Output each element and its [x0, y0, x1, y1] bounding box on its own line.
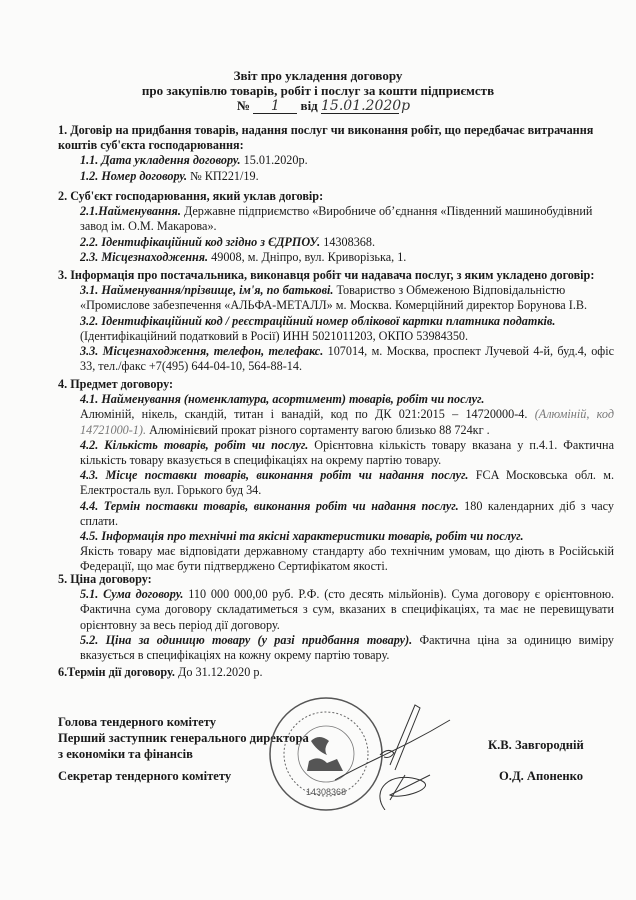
- number-label: №: [236, 98, 251, 113]
- report-subtitle: про закупівлю товарів, робіт і послуг за кошти підприємств: [141, 83, 495, 98]
- signer-2-name: О.Д. Апоненко: [499, 769, 584, 783]
- section-1-heading: 1. Договір на придбання товарів, надання послуг чи виконання робіт, що передбачає витрачання коштів суб'єкта господарювання:: [58, 123, 594, 153]
- item-1-2: 1.2. Номер договору. № КП221/19.: [80, 168, 259, 183]
- item-5-1: 5.1. Сума договору. 110 000 000,00 руб. Р.Ф. (сто десять мільйонів). Сума договору є орієнтовною. Фактична сума договору складатиметься з сум, вказаних в специфікаціях, та має не перевищувати орієнтовну за весь період дії договору.: [80, 587, 614, 632]
- item-4-3: 4.3. Місце поставки товарів, виконання робіт чи надання послуг. FCA Московська обл. м. Електросталь вул. Горького буд 34.: [80, 468, 615, 498]
- section-4: [58, 377, 614, 575]
- item-4-5: 4.5. Інформація про технічні та якісні характеристики товарів, робіт чи послуг.: [80, 529, 524, 544]
- item-4-4: 4.4. Термін поставки товарів, виконання робіт чи надання послуг. 180 календарних діб з часу сплати.: [80, 498, 614, 528]
- signer-1-role-line3: з економіки та фінансів: [58, 747, 193, 761]
- item-4-1: 4.1. Найменування (номенклатура, асортимент) товарів, робіт чи послуг.: [80, 392, 485, 407]
- date-handwritten: 15.01.2020р: [321, 98, 411, 114]
- item-4-1-value: Алюміній, нікель, скандій, титан і ванадій, код по ДК 021:2015 – 14720000-4. (Алюміній, код 14721000-1). Алюмінієвий прокат різного сортаменту вагою близько 88 724кг .: [80, 407, 614, 437]
- item-3-1: 3.1. Найменування/прізвище, ім'я, по батькові. Товариство з Обмеженою Відповідальністю «Промислове забезпечення «АЛЬФА-МЕТАЛЛ» м. Москва. Комерційний директор Борунова І.В.: [80, 283, 588, 313]
- signer-2-role: Секретар тендерного комітету: [58, 769, 232, 783]
- stamp-code: 14308368: [305, 787, 347, 797]
- item-2-2: 2.2. Ідентифікаційний код згідно з ЄДРПОУ. 14308368.: [80, 234, 376, 249]
- section-5: [58, 572, 614, 663]
- report-number-line: [0, 98, 636, 114]
- section-2-heading: 2. Суб'єкт господарювання, який уклав договір:: [58, 189, 324, 203]
- handwritten-signature-icon: [330, 700, 500, 810]
- section-1: [58, 123, 614, 184]
- report-title: Звіт про укладення договору: [233, 68, 403, 83]
- signer-1-role-line1: Голова тендерного комітету: [58, 715, 217, 729]
- item-3-2: 3.2. Ідентифікаційний код / реєстраційний номер облікової картки платника податків. (Ідентифікаційний податковий в Росії) ИНН 5021011203, ОКПО 53984350.: [80, 313, 556, 343]
- section-3-heading: 3. Інформація про постачальника, виконавця робіт чи надавача послуг, з яким укладено договір:: [58, 268, 595, 282]
- section-6: [58, 665, 614, 680]
- number-handwritten: 1: [253, 99, 297, 114]
- section-2: [58, 189, 614, 265]
- signer-1-role-line2: Перший заступник генерального директора: [58, 731, 309, 745]
- section-4-heading: 4. Предмет договору:: [58, 377, 174, 391]
- item-2-1: 2.1.Найменування. Державне підприємство «Виробниче об’єднання «Південний машинобудівний завод ім. О.М. Макарова».: [80, 204, 593, 234]
- item-4-2: 4.2. Кількість товарів, робіт чи послуг. Орієнтовна кількість товару вказана у п.4.1. Фактична кількість товару вказується в специфікаціях на окрему партію товару.: [80, 437, 614, 468]
- section-6-value: До 31.12.2020 р.: [174, 665, 263, 679]
- signer-1-name: К.В. Завгородній: [488, 738, 584, 752]
- item-4-5-value: Якість товару має відповідати державному стандарту або технічним умовам, що діють в Російській Федерації, що має бути підтверджено Сертифікатом якості.: [80, 544, 614, 574]
- item-1-1: 1.1. Дата укладення договору. 15.01.2020р.: [80, 153, 308, 168]
- item-3-3: 3.3. Місцезнаходження, телефон, телефакс. 107014, м. Москва, проспект Лучевой 4-й, буд.4, офіс 33, тел./факс +7(495) 644-04-10, 564-88-14.: [80, 344, 614, 374]
- item-5-2: 5.2. Ціна за одиницю товару (у разі придбання товару). Фактична ціна за одиницю виміру вказується в специфікаціях на кожну окрему партію товару.: [80, 632, 614, 663]
- section-6-heading: 6.Термін дії договору.: [58, 665, 175, 679]
- item-2-3: 2.3. Місцезнаходження. 49008, м. Дніпро, вул. Криворізька, 1.: [80, 249, 407, 264]
- date-label: від: [300, 98, 318, 113]
- section-5-heading: 5. Ціна договору:: [58, 572, 152, 586]
- section-3: [58, 268, 614, 374]
